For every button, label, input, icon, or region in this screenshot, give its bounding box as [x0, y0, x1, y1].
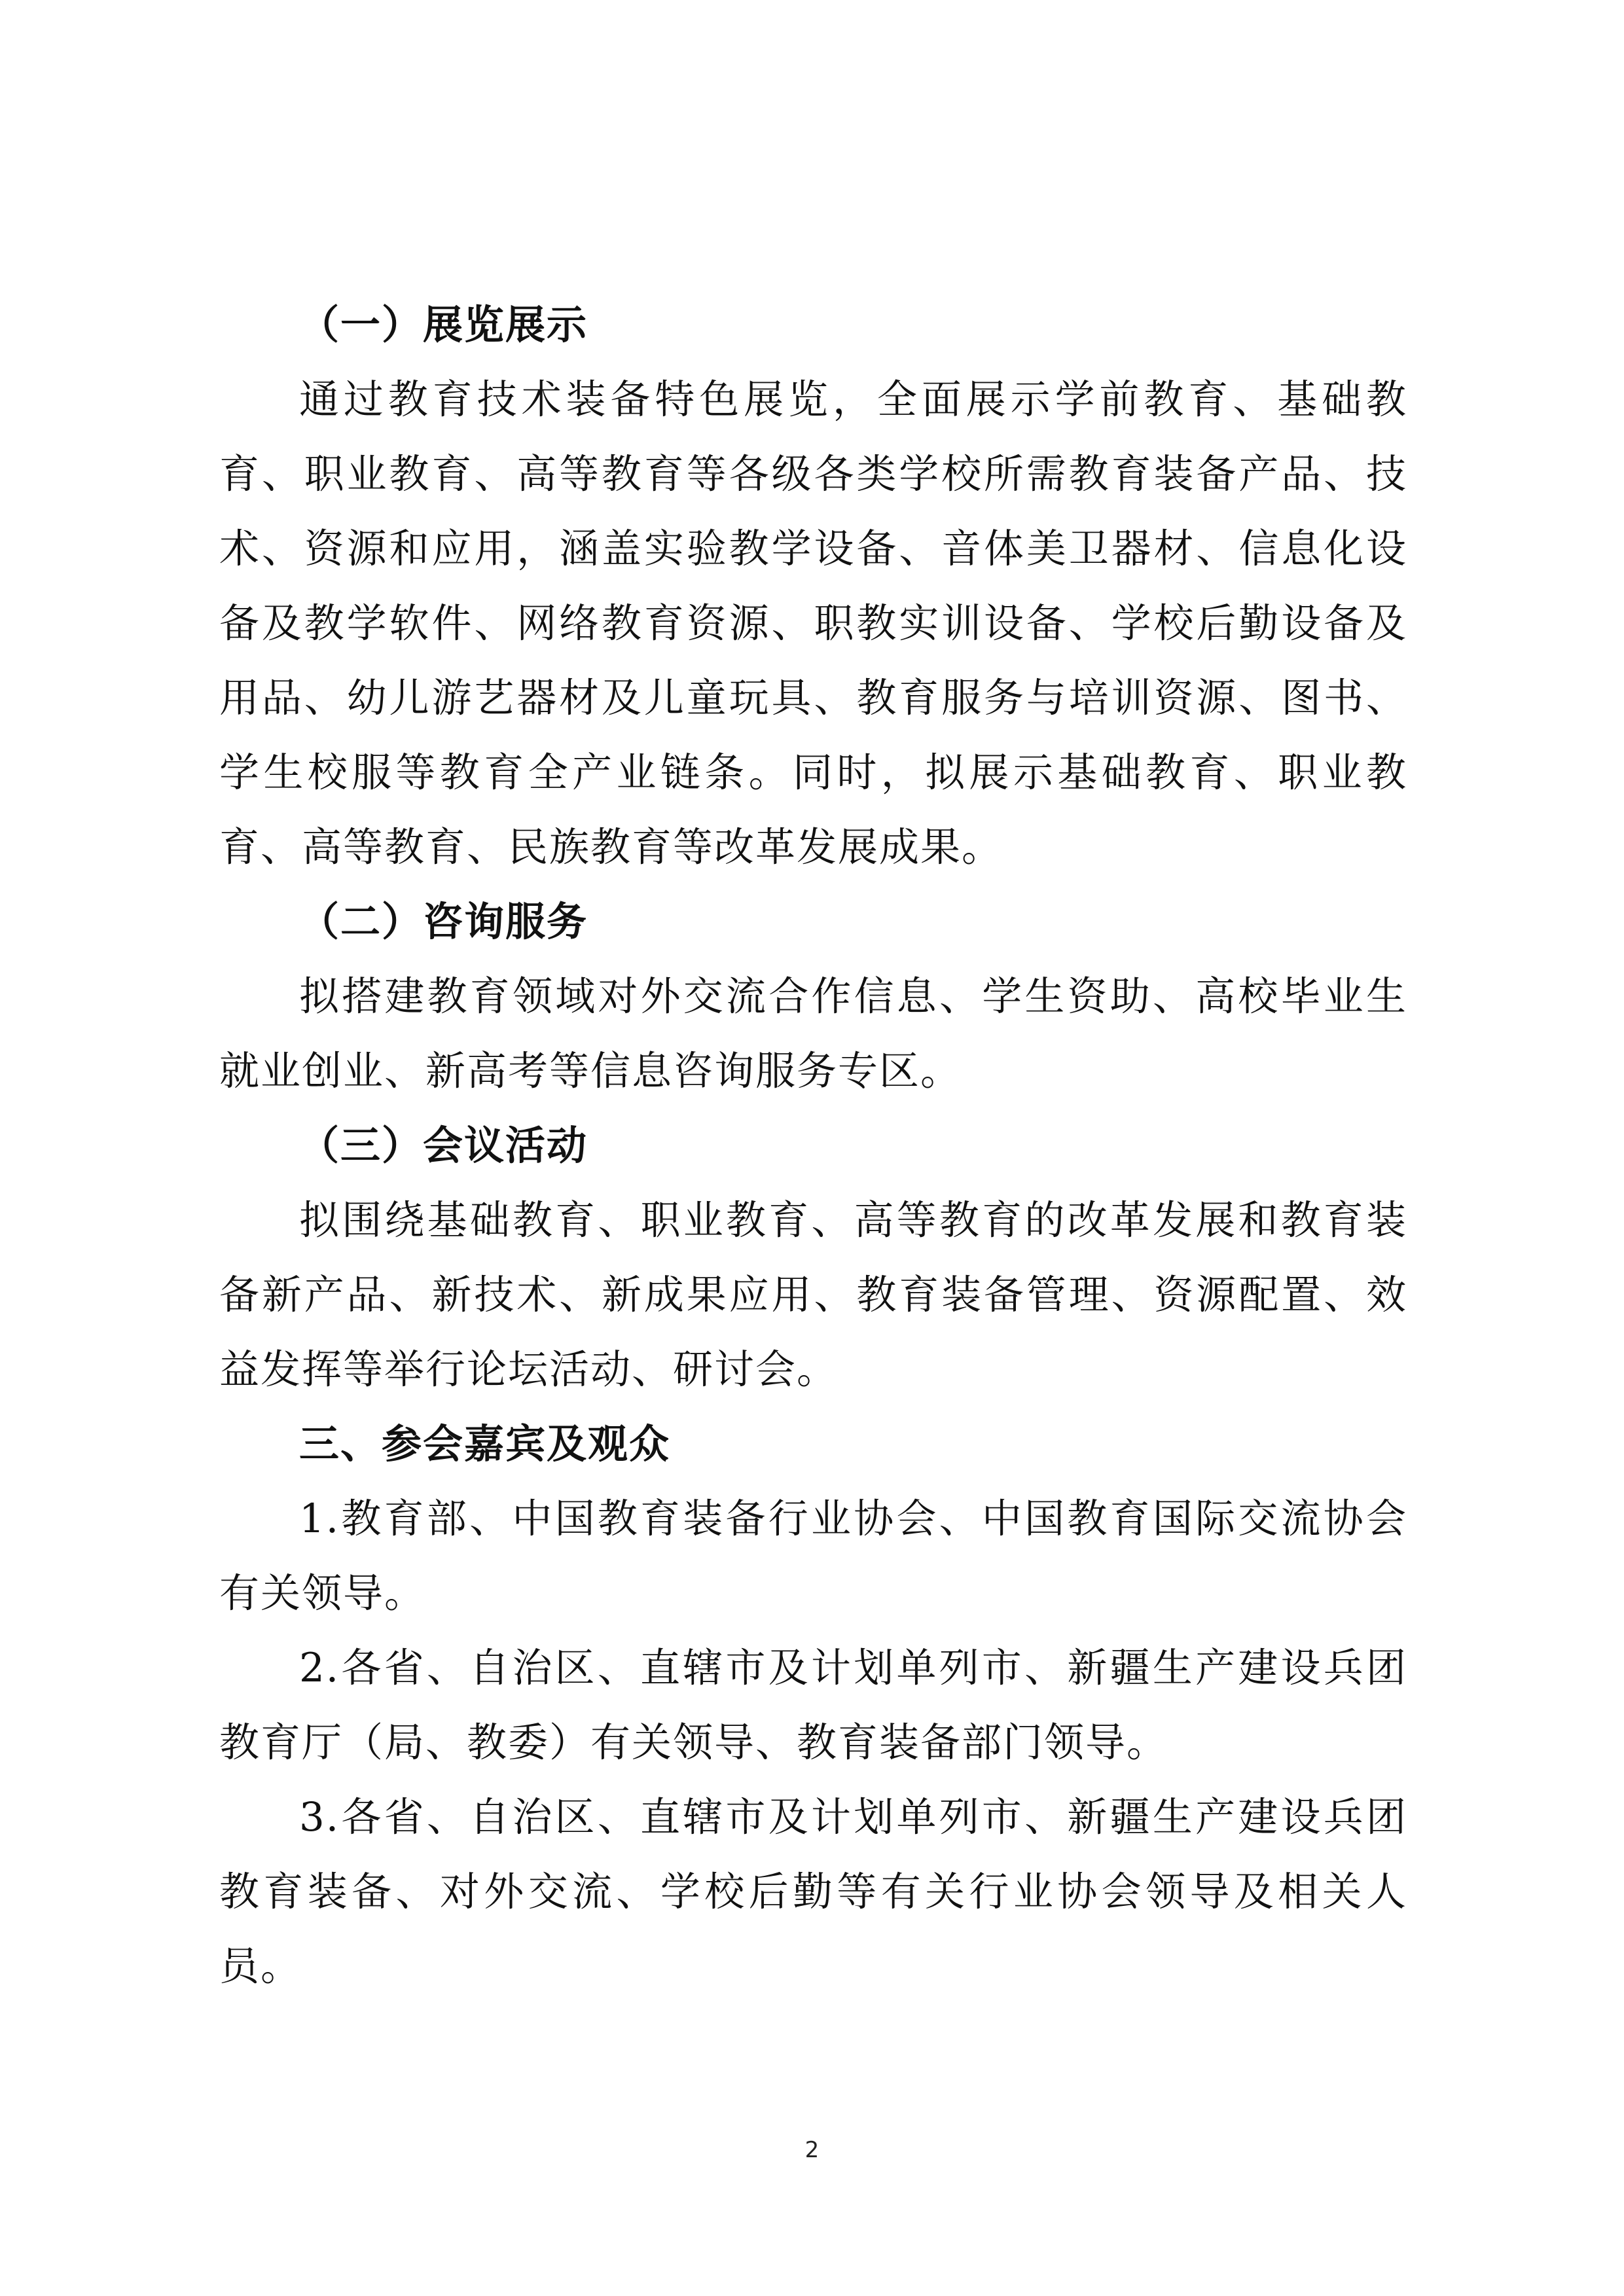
guest-list-item: 3.各省、自治区、直辖市及计划单列市、新疆生产建设兵团教育装备、对外交流、学校后勤等有关行业协会领导及相关人员。	[219, 1794, 1407, 1990]
guest-list-item: 1.教育部、中国教育装备行业协会、中国教育国际交流协会有关领导。	[219, 1496, 1407, 1617]
section-paragraph-consulting: 拟搭建教育领域对外交流合作信息、学生资助、高校毕业生就业创业、新高考等信息咨询服务专区。	[219, 973, 1407, 1094]
section-paragraph-exhibition: 通过教育技术装备特色展览，全面展示学前教育、基础教育、职业教育、高等教育等各级各类学校所需教育装备产品、技术、资源和应用，涵盖实验教学设备、音体美卫器材、信息化设备及教学软件、网络教育资源、职教实训设备、学校后勤设备及用品、幼儿游艺器材及儿童玩具、教育服务与培训资源、图书、学生校服等教育全产业链条。同时，拟展示基础教育、职业教育、高等教育、民族教育等改革发展成果。	[219, 376, 1407, 870]
section-heading-meetings: （三）会议活动	[299, 1122, 588, 1169]
guest-list-item: 2.各省、自治区、直辖市及计划单列市、新疆生产建设兵团教育厅（局、教委）有关领导、教育装备部门领导。	[219, 1645, 1407, 1766]
section-paragraph-meetings: 拟围绕基础教育、职业教育、高等教育的改革发展和教育装备新产品、新技术、新成果应用、教育装备管理、资源配置、效益发挥等举行论坛活动、研讨会。	[219, 1197, 1407, 1393]
section-heading-consulting: （二）咨询服务	[299, 899, 588, 945]
page-number: 2	[804, 2137, 820, 2163]
part-heading-guests: 三、参会嘉宾及观众	[299, 1421, 671, 1467]
page-body	[219, 288, 1407, 2004]
section-heading-exhibition: （一）展览展示	[299, 302, 588, 348]
